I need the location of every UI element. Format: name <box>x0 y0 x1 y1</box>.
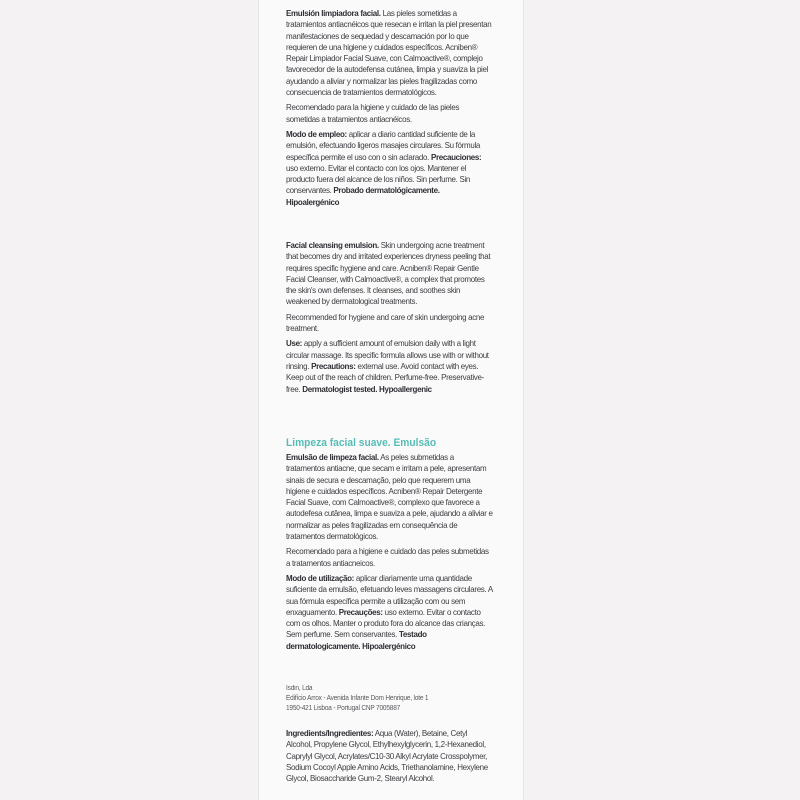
spanish-description-text: Las pieles sometidas a tratamientos antiacnéicos que resecan e irritan la piel presentan manifestaciones de sequedad y descamación por lo que requieren de una higiene y cuidados específicos. Acniben® Repair Limpiador Facial Suave, con Calmoactive®, complejo favorecedor de la autodefensa cutánea, limpia y suaviza la piel ayudando a aliviar y normalizar las pieles fragilizadas como consecuencia de tratamientos dermatológicos. <box>286 8 492 98</box>
spanish-usage-label: Modo de empleo: <box>286 128 347 139</box>
english-recommendation: Recommended for hygiene and care of skin undergoing acne treatment. <box>286 311 485 334</box>
english-usage-text: apply a sufficient amount of emulsion daily with a light circular massage. Its specific formula allows use with or without rinsing. <box>286 338 489 371</box>
ingredients-text: Aqua (Water), Betaine, Cetyl Alcohol, Propylene Glycol, Ethylhexylglycerin, 1,2-Hexanediol, Caprylyl Glycol, Acrylates/C10-30 Alkyl Acrylate Crosspolymer, Sodium Cocoyl Apple Amino Acids, Triethanolamine, Hexylene Glycol, Biosaccharide Gum-2, Stearyl Alcohol. <box>286 728 488 784</box>
address-city: 1950-421 Lisboa - Portugal CNP 7005887 <box>286 704 401 712</box>
ingredients-list <box>286 728 494 784</box>
english-usage-label: Use: <box>286 338 303 349</box>
portuguese-title: Emulsão de limpeza facial. <box>286 452 379 462</box>
portuguese-recommendation: Recomendado para a higiene e cuidado das peles submetidas a tratamentos antiacneicos. <box>286 546 489 568</box>
portuguese-heading: Limpeza facial suave. Emulsão <box>286 437 437 449</box>
portuguese-usage <box>286 573 494 652</box>
manufacturer-address <box>286 684 494 713</box>
english-precautions-text: external use. Avoid contact with eyes. Keep out of the reach of children. Perfume-free. Preservative-free. <box>286 360 484 394</box>
spanish-recommendation: Recomendado para la higiene y cuidado de las pieles sometidas a tratamientos antiacnéicos. <box>286 102 460 124</box>
english-usage <box>286 338 494 394</box>
address-street: Edifício Arrox - Avenida Infante Dom Henrique, lote 1 <box>286 694 429 702</box>
spanish-tested-claim: Probado dermatológicamente. Hipoalergénico <box>286 185 440 207</box>
english-section <box>286 240 494 399</box>
portuguese-tested-claim: Testado dermatologicamente. Hipoalergénico <box>286 629 427 651</box>
ingredients-label: Ingredients/Ingredientes: <box>286 728 374 738</box>
spanish-precautions-label: Precauciones: <box>430 151 482 162</box>
spanish-precautions-text: uso externo. Evitar el contacto con los ojos. Mantener el producto fuera del alcance de los niños. Sin perfume. Sin conservantes. <box>286 162 471 196</box>
english-tested-claim: Dermatologist tested. Hypoallergenic <box>302 383 432 394</box>
english-precautions-label: Precautions: <box>311 360 356 371</box>
english-title: Facial cleansing emulsion. <box>286 240 379 250</box>
spanish-usage <box>286 129 494 208</box>
portuguese-usage-text: aplicar diariamente uma quantidade suficiente da emulsão, efetuando leves massagens circulares. A sua fórmula específica permite a utilização com ou sem enxaguamento. <box>286 572 493 617</box>
portuguese-description <box>286 452 494 542</box>
portuguese-precautions-text: uso externo. Evitar o contacto com os olhos. Manter o produto fora do alcance das crianças. Sem perfume. Sem conservantes. <box>286 606 486 640</box>
ingredients-section <box>286 728 494 788</box>
portuguese-description-text: As peles submetidas a tratamentos antiacne, que secam e irritam a pele, apresentam sinais de secura e descamação, pelo que requerem uma higiene e cuidados específicos. Acniben® Repair Detergente Facial Suave, com Calmoactive®, complexo que favorece a autodefesa cutânea, limpa e suaviza a pele, ajudando a aliviar e normalizar as peles fragilizadas em consequência de tratamentos dermatológicos. <box>286 452 493 542</box>
spanish-title: Emulsión limpiadora facial. <box>286 8 381 18</box>
portuguese-section <box>286 436 494 656</box>
english-description <box>286 240 494 308</box>
spanish-section <box>286 8 494 212</box>
address-company: Isdin, Lda <box>286 685 313 692</box>
spanish-usage-text: aplicar a diario cantidad suficiente de la emulsión, efectuando ligeros masajes circulares. Su fórmula específica permite el uso con o sin aclarado. <box>286 128 481 162</box>
portuguese-usage-label: Modo de utilização: <box>286 572 354 583</box>
portuguese-precautions-label: Precauções: <box>338 606 383 617</box>
english-description-text: Skin undergoing acne treatment that becomes dry and irritated experiences dryness peeling that requires specific hygiene and care. Acniben® Repair Gentle Facial Cleanser, with Calmoactive®, a complex that promotes the skin's own defenses. It cleanses, and soothes skin weakened by dermatological treatments. <box>286 240 491 307</box>
spanish-description <box>286 8 494 98</box>
